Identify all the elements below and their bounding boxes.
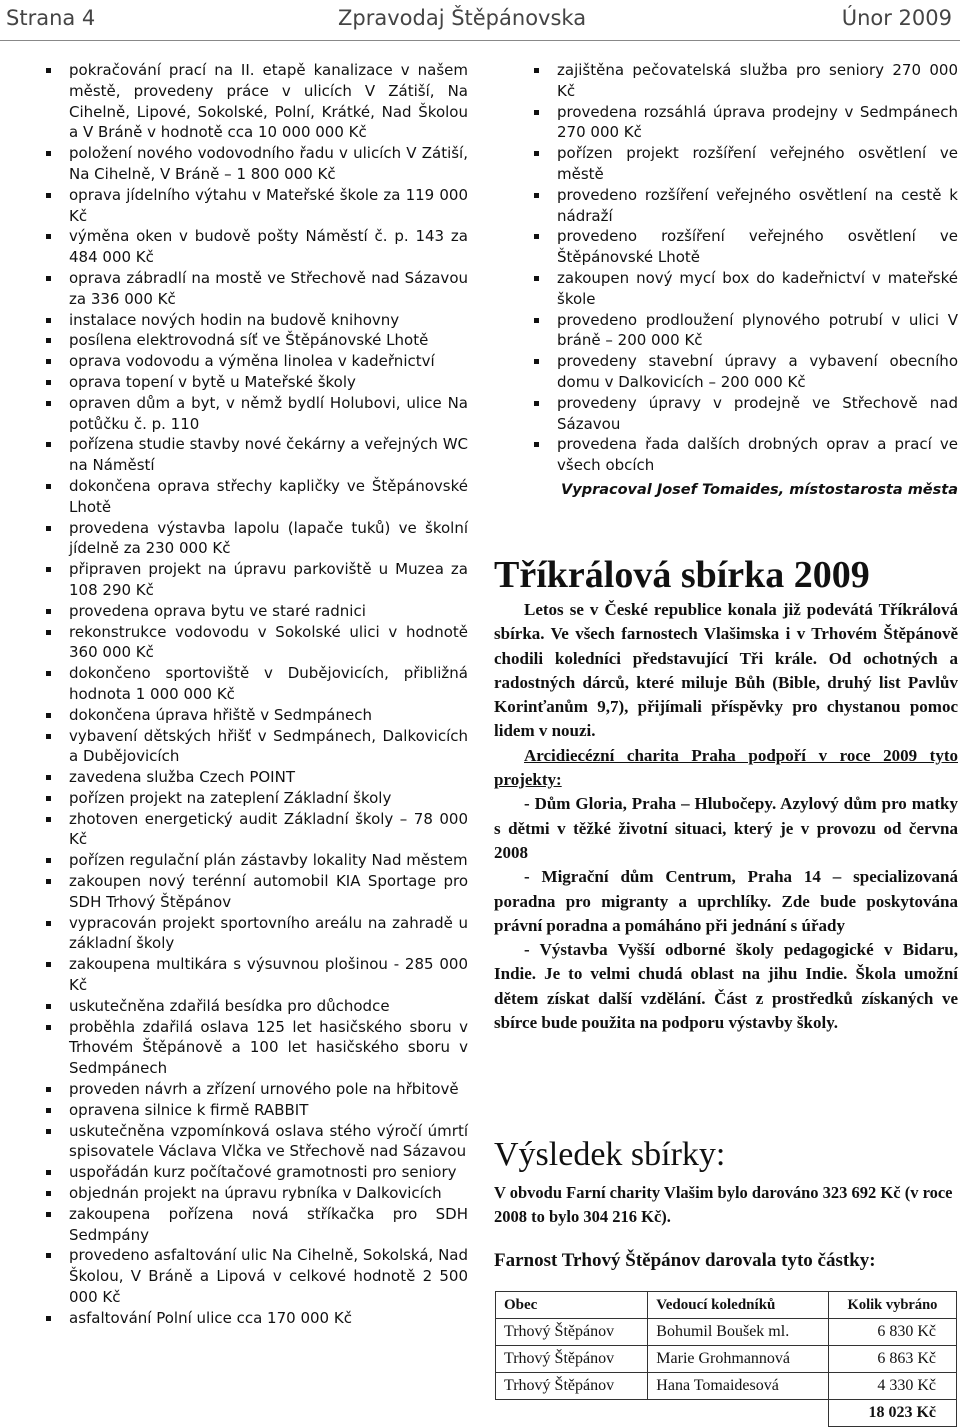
- list-item: provedeno rozšíření veřejného osvětlení na cestě k nádraží: [528, 185, 958, 227]
- list-item: zajištěna pečovatelská služba pro seniory 270 000 Kč: [528, 60, 958, 102]
- article-title: Tříkrálová sbírka 2009: [494, 554, 870, 596]
- page-number: Strana 4: [6, 6, 96, 30]
- list-item: položení nového vodovodního řadu v ulicích V Zátiší, Na Cihelně, V Bráně – 1 800 000 Kč: [40, 143, 468, 185]
- issue-date: Únor 2009: [841, 6, 952, 30]
- table-row: [496, 1373, 957, 1400]
- farnost-heading: Farnost Trhový Štěpánov darovala tyto částky:: [494, 1250, 876, 1271]
- list-item: pořízen regulační plán zástavby lokality Nad městem: [40, 850, 468, 871]
- list-item: opravena silnice k firmě RABBIT: [40, 1100, 468, 1121]
- table-cell: Trhový Štěpánov: [496, 1373, 648, 1400]
- list-item: provedeno prodloužení plynového potrubí v ulici V bráně – 200 000 Kč: [528, 310, 958, 352]
- list-item: dokončeno sportoviště v Dubějovicích, přibližná hodnota 1 000 000 Kč: [40, 663, 468, 705]
- list-item: výměna oken v budově pošty Náměstí č. p. 143 za 484 000 Kč: [40, 226, 468, 268]
- list-item: opraven dům a byt, v němž bydlí Holubovi, ulice Na potůčku č. p. 110: [40, 393, 468, 435]
- list-item: dokončena úprava hřiště v Sedmpánech: [40, 705, 468, 726]
- list-item: oprava jídelního výtahu v Mateřské škole za 119 000 Kč: [40, 185, 468, 227]
- list-item: připraven projekt na úpravu parkoviště u Muzea za 108 290 Kč: [40, 559, 468, 601]
- list-item: provedena rozsáhlá úprava prodejny v Sedmpánech 270 000 Kč: [528, 102, 958, 144]
- list-item: zakoupen nový terénní automobil KIA Sportage pro SDH Trhový Štěpánov: [40, 871, 468, 913]
- table-row: [496, 1319, 957, 1346]
- list-item: provedeno asfaltování ulic Na Cihelně, Sokolská, Nad Školou, V Bráně a Lipová v celkové hodnotě 2 500 000 Kč: [40, 1245, 468, 1307]
- article-intro: Letos se v České republice konala již podevátá Tříkrálová sbírka. Ve všech farnostech Vlašimska i v Trhovém Štěpánově chodili koledníci představující Tři krále. Od ochotných a radostných dárců, které miluje Bůh (Bible, druhý list Pavlův Korinťanům 9,7), přijímali příspěvky pro chystanou pomoc lidem v nouzi.: [494, 600, 958, 741]
- list-item: provedena výstavba lapolu (lapače tuků) ve školní jídelně za 230 000 Kč: [40, 518, 468, 560]
- list-item: provedeny úpravy v prodejně ve Střechově nad Sázavou: [528, 393, 958, 435]
- newsletter-title: Zpravodaj Štěpánovska: [338, 6, 587, 30]
- table-row: [496, 1346, 957, 1373]
- list-item: provedena řada dalších drobných oprav a prací ve všech obcích: [528, 434, 958, 476]
- list-item: provedeno rozšíření veřejného osvětlení ve Štěpánovské Lhotě: [528, 226, 958, 268]
- project-bidar: - Výstavba Vyšší odborné školy pedagogické v Bidaru, Indie. Je to velmi chudá oblast na jihu Indie. Škola umožní dětem získat další vzdělání. Část z prostředků získaných ve sbírce bude použita na podporu výstavby školy.: [494, 940, 958, 1033]
- column-header: Obec: [496, 1292, 648, 1319]
- list-item: vypracován projekt sportovního areálu na zahradě u základní školy: [40, 913, 468, 955]
- list-item: zhotoven energetický audit Základní školy – 78 000 Kč: [40, 809, 468, 851]
- list-item: oprava vodovodu a výměna linolea v kadeřnictví: [40, 351, 468, 372]
- list-item: posílena elektrovodná síť ve Štěpánovské Lhotě: [40, 330, 468, 351]
- list-item: provedena oprava bytu ve staré radnici: [40, 601, 468, 622]
- table-cell: 6 830 Kč: [828, 1319, 956, 1346]
- left-item-list: [40, 60, 468, 1329]
- list-item: vybavení dětských hřišť v Sedmpánech, Dalkovicích a Dubějovicích: [40, 726, 468, 768]
- right-column: [528, 60, 958, 501]
- article-body: [494, 598, 958, 1035]
- list-item: uskutečněna vzpomínková oslava stého výročí úmrtí spisovatele Václava Vlčka ve Střechově nad Sázavou: [40, 1121, 468, 1163]
- list-item: pořízena studie stavby nové čekárny a veřejných WC na Náměstí: [40, 434, 468, 476]
- table-header-row: [496, 1292, 957, 1319]
- left-column: [40, 60, 468, 1329]
- list-item: uspořádán kurz počítačové gramotnosti pro seniory: [40, 1162, 468, 1183]
- list-item: uskutečněna zdařilá besídka pro důchodce: [40, 996, 468, 1017]
- column-header: Vedoucí koledníků: [648, 1292, 829, 1319]
- list-item: zakoupena multikára s výsuvnou plošinou - 285 000 Kč: [40, 954, 468, 996]
- list-item: pořízen projekt na zateplení Základní školy: [40, 788, 468, 809]
- table-cell: Bohumil Boušek ml.: [648, 1319, 829, 1346]
- empty-cell: [648, 1400, 829, 1427]
- list-item: zakoupen nový mycí box do kadeřnictví v mateřské škole: [528, 268, 958, 310]
- charita-heading: Arcidiecézní charita Praha podpoří v roce 2009 tyto projekty:: [494, 745, 958, 790]
- list-item: proveden návrh a zřízení urnového pole na hřbitově: [40, 1079, 468, 1100]
- list-item: proběhla zdařilá oslava 125 let hasičského sboru v Trhovém Štěpánově a 100 let hasičského sboru v Sedmpánech: [40, 1017, 468, 1079]
- list-item: pokračování prací na II. etapě kanalizace v našem městě, provedeny práce v ulicích V Zátiší, Na Cihelně, Lipové, Sokolské, Polní, Krátké, Nad Školou a V Bráně v hodnotě cca 10 000 000 Kč: [40, 60, 468, 143]
- table-cell: 4 330 Kč: [828, 1373, 956, 1400]
- total-cell: 18 023 Kč: [828, 1400, 956, 1427]
- list-item: objednán projekt na úpravu rybníka v Dalkovicích: [40, 1183, 468, 1204]
- list-item: rekonstrukce vodovodu v Sokolské ulici v hodnotě 360 000 Kč: [40, 622, 468, 664]
- table-total-row: [496, 1400, 957, 1427]
- table-cell: 6 863 Kč: [828, 1346, 956, 1373]
- result-title: Výsledek sbírky:: [494, 1136, 726, 1173]
- project-migrace: - Migrační dům Centrum, Praha 14 – specializovaná poradna pro migranty a uprchlíky. Zde bude poskytována právní poradna a pomáháno při jednání s úřady: [494, 867, 958, 935]
- table-cell: Hana Tomaidesová: [648, 1373, 829, 1400]
- project-gloria: - Dům Gloria, Praha – Hlubočepy. Azylový dům pro matky s dětmi v těžké životní situaci, který je v provozu od června 2008: [494, 794, 958, 862]
- list-item: oprava zábradlí na mostě ve Střechově nad Sázavou za 336 000 Kč: [40, 268, 468, 310]
- list-item: dokončena oprava střechy kapličky ve Štěpánovské Lhotě: [40, 476, 468, 518]
- list-item: zavedena služba Czech POINT: [40, 767, 468, 788]
- table-cell: Marie Grohmannová: [648, 1346, 829, 1373]
- list-item: provedeny stavební úpravy a vybavení obecního domu v Dalkovicích – 200 000 Kč: [528, 351, 958, 393]
- result-text: V obvodu Farní charity Vlašim bylo darováno 323 692 Kč (v roce 2008 to bylo 304 216 Kč).: [494, 1183, 953, 1226]
- empty-cell: [496, 1400, 648, 1427]
- list-item: instalace nových hodin na budově knihovny: [40, 310, 468, 331]
- signature: Vypracoval Josef Tomaides, místostarosta města: [561, 481, 958, 498]
- table-cell: Trhový Štěpánov: [496, 1319, 648, 1346]
- list-item: pořízen projekt rozšíření veřejného osvětlení ve městě: [528, 143, 958, 185]
- list-item: oprava topení v bytě u Mateřské školy: [40, 372, 468, 393]
- column-header: Kolik vybráno: [828, 1292, 956, 1319]
- list-item: asfaltování Polní ulice cca 170 000 Kč: [40, 1308, 468, 1329]
- page-header: [0, 0, 960, 41]
- table-cell: Trhový Štěpánov: [496, 1346, 648, 1373]
- list-item: zakoupena pořízena nová stříkačka pro SDH Sedmpány: [40, 1204, 468, 1246]
- right-item-list: [528, 60, 958, 476]
- collection-table: [495, 1291, 957, 1427]
